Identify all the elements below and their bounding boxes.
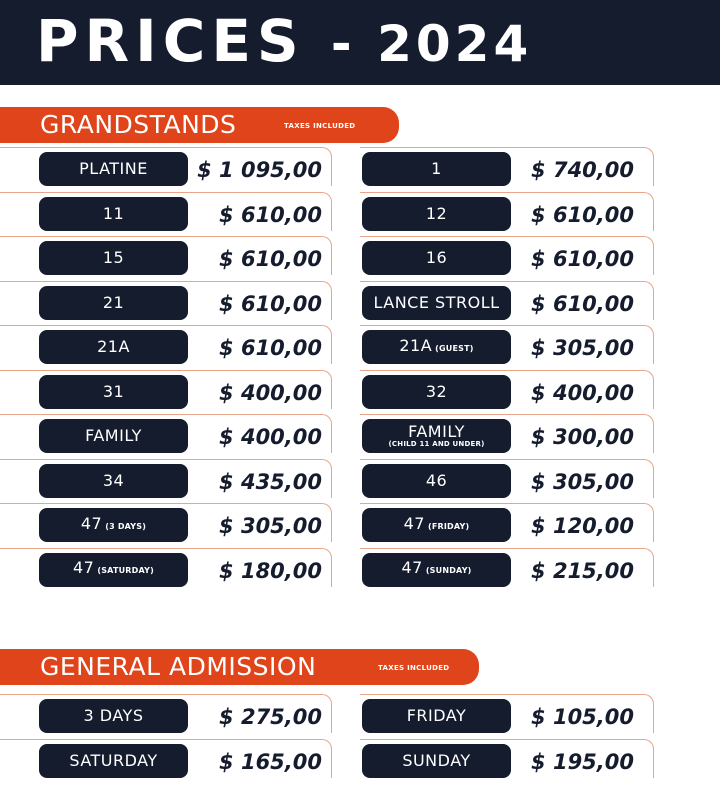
general-admission-ticket-right: [346, 694, 654, 738]
ticket-name-badge: [362, 553, 511, 587]
grandstands-ticket-left: [0, 281, 332, 325]
ticket-name: SUNDAY: [402, 751, 471, 770]
ticket-name: 21: [102, 292, 125, 312]
ticket-price: $ 305,00: [219, 514, 322, 538]
ticket-price: $ 610,00: [531, 247, 634, 271]
grandstands-ticket-left: [0, 325, 332, 369]
ticket-price: $ 215,00: [531, 558, 634, 583]
grandstands-ticket-right: [346, 192, 654, 236]
ticket-price: $ 610,00: [531, 291, 634, 316]
ticket-qualifier: (GUEST): [435, 343, 474, 353]
ticket-name: 47: [403, 513, 425, 533]
ticket-qualifier: (SUNDAY): [425, 566, 472, 575]
table-row: [0, 548, 720, 592]
title-text: PRICES: [36, 7, 305, 75]
ticket-price: $ 105,00: [531, 705, 634, 729]
table-row: [0, 236, 720, 280]
table-row: [0, 459, 720, 503]
ticket-name-badge: [362, 419, 511, 453]
ticket-name: FRIDAY: [406, 706, 467, 725]
page-title: [36, 6, 532, 76]
ticket-name: 3 DAYS: [83, 706, 144, 725]
ticket-name-badge: [362, 375, 511, 409]
ticket-price: $ 610,00: [219, 336, 322, 360]
ticket-name: PLATINE: [79, 159, 148, 178]
ticket-price: $ 400,00: [531, 380, 634, 405]
ticket-price: $ 120,00: [531, 514, 634, 538]
grandstands-ticket-left: [0, 192, 332, 236]
ticket-name-badge: [39, 419, 188, 453]
ticket-name: LANCE STROLL: [373, 292, 500, 312]
table-row: [0, 414, 720, 458]
ticket-price: $ 305,00: [531, 469, 634, 494]
ticket-name: FAMILY: [408, 421, 465, 441]
ticket-name: 1: [431, 159, 442, 178]
ticket-name: 11: [102, 203, 125, 223]
ticket-name: 32: [425, 381, 448, 401]
ticket-price: $ 1 095,00: [197, 158, 322, 182]
general-admission-ticket-left: [0, 739, 332, 783]
ticket-name-badge: [39, 197, 188, 231]
grandstands-ticket-left: [0, 459, 332, 503]
ticket-name-badge: [362, 744, 511, 778]
ticket-name-badge: [39, 241, 188, 275]
ticket-name: 21A: [399, 335, 433, 355]
ticket-price: $ 195,00: [531, 750, 634, 774]
table-row: [0, 325, 720, 369]
ticket-name-badge: [39, 464, 188, 498]
ticket-price: $ 165,00: [219, 750, 322, 774]
ticket-name: SATURDAY: [69, 751, 158, 770]
general-admission-ticket-right: [346, 739, 654, 783]
grandstands-ticket-right: [346, 503, 654, 547]
table-row: [0, 281, 720, 325]
grandstands-banner: [0, 107, 399, 143]
grandstands-title: GRANDSTANDS: [40, 110, 237, 139]
ticket-name-badge: [39, 508, 188, 542]
ticket-name: 31: [102, 381, 125, 401]
ticket-price: $ 300,00: [531, 425, 634, 449]
grandstands-ticket-left: [0, 414, 332, 458]
ticket-name-badge: [39, 152, 188, 186]
ticket-price: $ 610,00: [531, 202, 634, 227]
ticket-name-badge: [39, 699, 188, 733]
grandstands-ticket-right: [346, 548, 654, 592]
ticket-name: 12: [425, 203, 448, 223]
ticket-name: 46: [425, 470, 448, 490]
ticket-price: $ 610,00: [219, 202, 322, 227]
grandstands-ticket-right: [346, 281, 654, 325]
table-row: [0, 192, 720, 236]
page-header: [0, 0, 720, 85]
ticket-price: $ 610,00: [219, 247, 322, 271]
ticket-name-badge: [39, 330, 188, 364]
ticket-name: 47: [73, 558, 95, 577]
grandstands-ticket-right: [346, 325, 654, 369]
ticket-qualifier: (SATURDAY): [97, 566, 154, 575]
grandstands-ticket-right: [346, 459, 654, 503]
ticket-name: 47: [80, 513, 103, 533]
ticket-price: $ 435,00: [219, 469, 322, 494]
ticket-qualifier: (CHILD 11 AND UNDER): [388, 439, 485, 448]
grandstands-ticket-left: [0, 147, 332, 191]
ticket-price: $ 305,00: [531, 336, 634, 360]
ticket-name: 21A: [97, 337, 130, 356]
ticket-name-badge: [362, 152, 511, 186]
ticket-qualifier: (FRIDAY): [427, 521, 470, 531]
general-admission-taxes-note: TAXES INCLUDED: [378, 664, 450, 672]
ticket-name-badge: [362, 286, 511, 320]
ticket-name-badge: [362, 464, 511, 498]
ticket-name: FAMILY: [85, 426, 142, 445]
ticket-name-badge: [39, 375, 188, 409]
grandstands-ticket-left: [0, 548, 332, 592]
ticket-name-badge: [362, 241, 511, 275]
table-row: [0, 147, 720, 191]
grandstands-ticket-right: [346, 147, 654, 191]
ticket-name: 15: [102, 248, 125, 267]
ticket-name: 16: [425, 248, 448, 267]
table-row: [0, 503, 720, 547]
ticket-price: $ 400,00: [219, 425, 322, 449]
ticket-price: $ 275,00: [219, 705, 322, 729]
grandstands-ticket-right: [346, 370, 654, 414]
ticket-qualifier: (3 DAYS): [105, 521, 147, 531]
ticket-name-badge: [362, 330, 511, 364]
grandstands-taxes-note: TAXES INCLUDED: [284, 122, 356, 130]
ticket-name-badge: [362, 699, 511, 733]
general-admission-banner: [0, 649, 479, 685]
grandstands-ticket-right: [346, 414, 654, 458]
ticket-price: $ 740,00: [531, 158, 634, 182]
ticket-price: $ 180,00: [219, 558, 322, 583]
ticket-name-badge: [362, 197, 511, 231]
ticket-name-badge: [362, 508, 511, 542]
ticket-name: 34: [102, 470, 125, 490]
grandstands-ticket-right: [346, 236, 654, 280]
ticket-name: 47: [401, 558, 423, 577]
grandstands-ticket-left: [0, 370, 332, 414]
grandstands-ticket-left: [0, 503, 332, 547]
ticket-name-badge: [39, 744, 188, 778]
ticket-name-badge: [39, 553, 188, 587]
ticket-name-badge: [39, 286, 188, 320]
grandstands-ticket-left: [0, 236, 332, 280]
title-year: - 2024: [330, 15, 533, 73]
table-row: [0, 370, 720, 414]
ticket-price: $ 400,00: [219, 380, 322, 405]
table-row: [0, 694, 720, 738]
table-row: [0, 739, 720, 783]
general-admission-title: GENERAL ADMISSION: [40, 652, 317, 681]
general-admission-ticket-left: [0, 694, 332, 738]
ticket-price: $ 610,00: [219, 291, 322, 316]
